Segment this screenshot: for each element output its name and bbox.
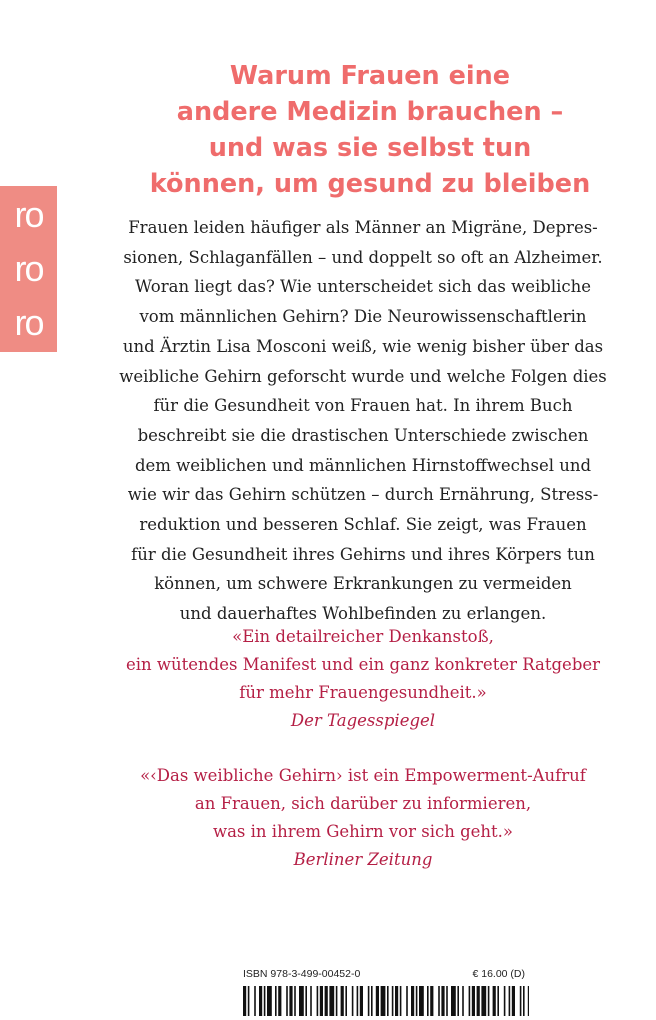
barcode-bar: [419, 986, 424, 1016]
barcode-bar: [345, 986, 347, 1016]
quote-source: Berliner Zeitung: [293, 850, 433, 869]
barcode-bar: [381, 986, 386, 1016]
barcode-bar: [360, 986, 363, 1016]
barcode-bar: [320, 986, 323, 1016]
blurb-line: reduktion und besseren Schlaf. Sie zeigt, was Frauen: [139, 515, 587, 535]
barcode-bar: [427, 986, 429, 1016]
barcode-bar: [462, 986, 464, 1016]
barcode-bar: [299, 986, 304, 1016]
barcode-bar: [368, 986, 370, 1016]
barcode-bar: [469, 986, 471, 1016]
rororo-logo: [0, 186, 57, 352]
blurb-line: für die Gesundheit von Frauen hat. In ihrem Buch: [153, 396, 573, 416]
barcode-bar: [357, 986, 359, 1016]
barcode-bar: [387, 986, 389, 1016]
barcode-bar: [395, 986, 398, 1016]
barcode-bar: [267, 986, 272, 1016]
blurb-line: weibliche Gehirn geforscht wurde und welche Folgen dies: [119, 366, 607, 386]
barcode-bar: [317, 986, 319, 1016]
barcode-bar: [457, 986, 459, 1016]
barcode-bar: [376, 986, 379, 1016]
blurb-line: Frauen leiden häufiger als Männer an Migräne, Depres-: [128, 218, 598, 237]
barcode-bar: [523, 986, 525, 1016]
barcode-bar: [286, 986, 288, 1016]
barcode-bar: [400, 986, 402, 1016]
barcode-bar: [325, 986, 328, 1016]
press-quote-tagesspiegel: [98, 623, 628, 735]
barcode-bar: [430, 986, 433, 1016]
quote-line: «Ein detailreicher Denkanstoß,: [232, 627, 494, 646]
barcode-bar: [289, 986, 292, 1016]
barcode-bar: [446, 986, 448, 1016]
price-label: € 16.00 (D): [472, 968, 525, 980]
barcode-bar: [493, 986, 496, 1016]
barcode-icon: [243, 986, 529, 1016]
headline-line: können, um gesund zu bleiben: [149, 169, 591, 199]
barcode-bar: [416, 986, 418, 1016]
barcode-bar: [264, 986, 266, 1016]
barcode-bar: [411, 986, 414, 1016]
barcode-bar: [451, 986, 456, 1016]
barcode-bar: [336, 986, 338, 1016]
blurb-line: für die Gesundheit ihres Gehirns und ihres Körpers tun: [131, 544, 595, 564]
quote-source: Der Tagesspiegel: [290, 711, 436, 730]
barcode-bar: [341, 986, 344, 1016]
headline-line: und was sie selbst tun: [208, 133, 532, 163]
quote-line: für mehr Frauengesundheit.»: [239, 683, 487, 702]
headline-line: Warum Frauen eine: [229, 61, 511, 91]
barcode-bar: [275, 986, 277, 1016]
isbn-number: ISBN 978-3-499-00452-0: [243, 968, 361, 980]
barcode-bar: [477, 986, 480, 1016]
quote-line: ein wütendes Manifest und ein ganz konkreter Ratgeber: [125, 655, 601, 674]
barcode-bar: [441, 986, 444, 1016]
logo-line: ro: [14, 194, 43, 235]
blurb-line: dem weiblichen und männlichen Hirnstoffwechsel und: [134, 455, 592, 475]
barcode-bar: [371, 986, 373, 1016]
headline-line: andere Medizin brauchen –: [176, 97, 564, 127]
barcode-bar: [520, 986, 522, 1016]
headline: [120, 58, 620, 202]
barcode-bar: [278, 986, 281, 1016]
blurb-line: wie wir das Gehirn schützen – durch Ernährung, Stress-: [127, 485, 599, 505]
blurb-line: Woran liegt das? Wie unterscheidet sich das weibliche: [134, 277, 592, 297]
isbn-price-line: [243, 968, 525, 980]
barcode-bar: [329, 986, 334, 1016]
blurb-paragraph: [98, 213, 628, 629]
barcode-bar: [305, 986, 307, 1016]
barcode-bar: [472, 986, 475, 1016]
barcode-bar: [512, 986, 515, 1016]
barcode-bar: [352, 986, 354, 1016]
barcode-bar: [310, 986, 312, 1016]
barcode-bar: [438, 986, 440, 1016]
barcode-bar: [294, 986, 296, 1016]
barcode-bar: [406, 986, 408, 1016]
quote-line: «‹Das weibliche Gehirn› ist ein Empowerment-Aufruf: [140, 766, 586, 785]
quote-line: was in ihrem Gehirn vor sich geht.»: [212, 822, 514, 841]
blurb-line: und Ärztin Lisa Mosconi weiß, wie wenig bisher über das: [122, 336, 604, 356]
quote-line: an Frauen, sich darüber zu informieren,: [194, 794, 532, 813]
barcode-bar: [254, 986, 256, 1016]
barcode-bar: [528, 986, 529, 1016]
logo-line: ro: [14, 248, 43, 289]
blurb-line: beschreibt sie die drastischen Unterschiede zwischen: [137, 425, 589, 445]
press-quote-berliner-zeitung: [98, 762, 628, 874]
blurb-line: können, um schwere Erkrankungen zu vermeiden: [154, 574, 572, 594]
barcode-bar: [243, 986, 246, 1016]
barcode-bar: [392, 986, 394, 1016]
blurb-line: und dauerhaftes Wohlbefinden zu erlangen.: [179, 604, 547, 624]
barcode-bar: [504, 986, 506, 1016]
logo-line: ro: [14, 302, 43, 343]
blurb-line: vom männlichen Gehirn? Die Neurowissenschaftlerin: [139, 307, 587, 327]
barcode-block: [243, 968, 543, 1020]
barcode-bar: [488, 986, 490, 1016]
barcode-bar: [481, 986, 486, 1016]
barcode-bar: [259, 986, 262, 1016]
barcode-bar: [497, 986, 499, 1016]
blurb-line: sionen, Schlaganfällen – und doppelt so oft an Alzheimer.: [123, 247, 603, 267]
barcode-bar: [509, 986, 511, 1016]
barcode-bar: [248, 986, 250, 1016]
